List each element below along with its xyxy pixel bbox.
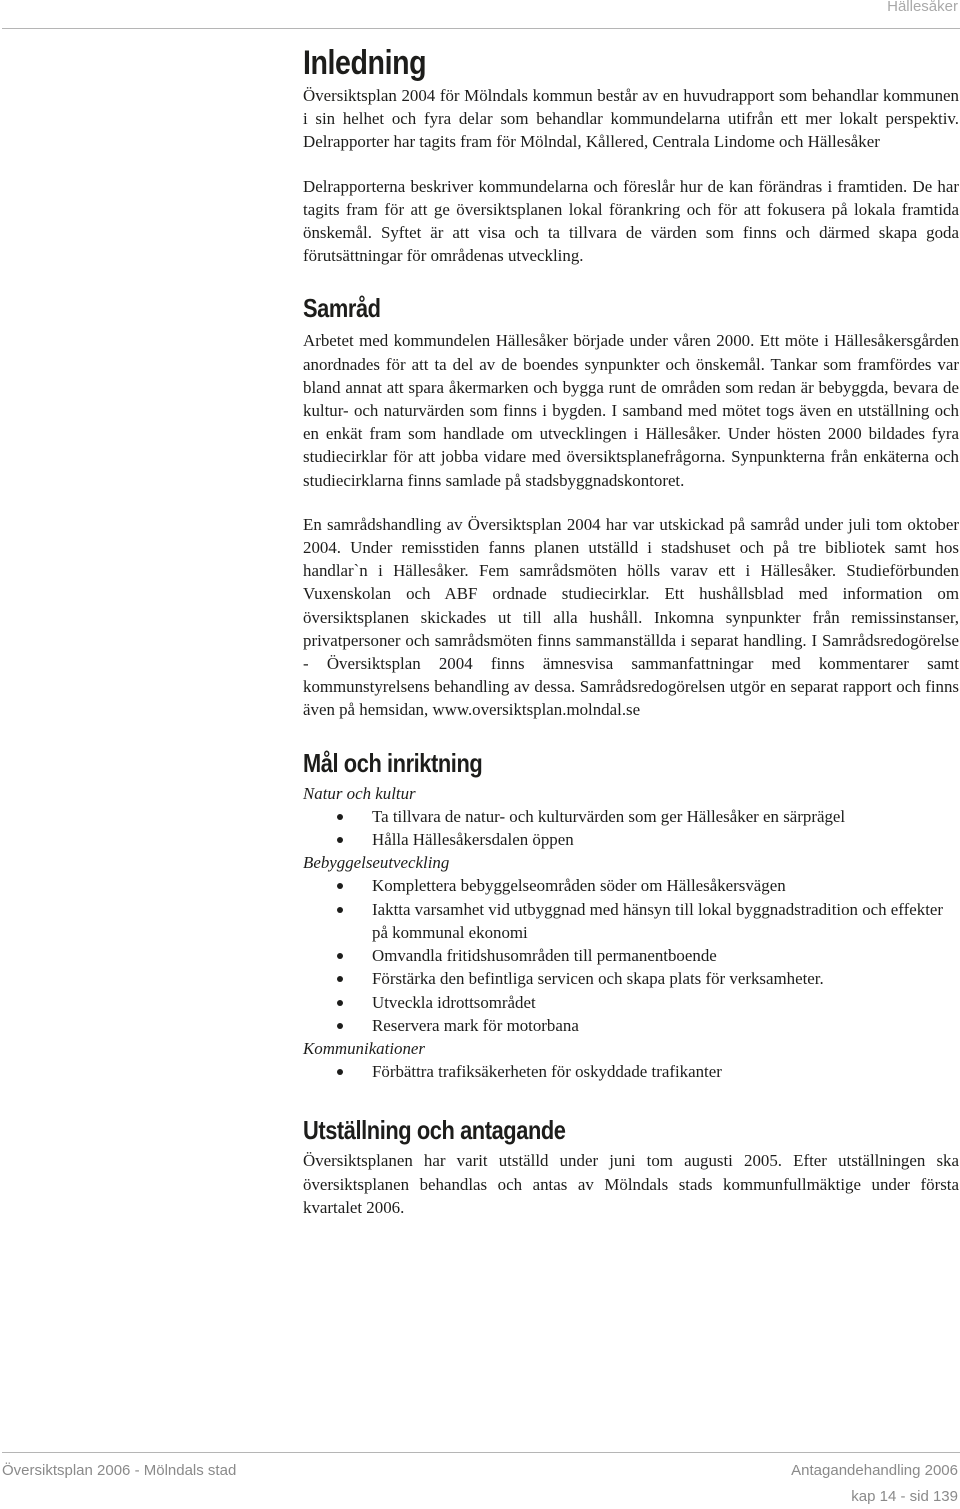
bullet-icon: [337, 837, 343, 843]
bullet-icon: [337, 976, 343, 982]
bullet-icon: [337, 1023, 343, 1029]
intro-paragraph-1: Översiktsplan 2004 för Mölndals kommun består av en huvudrapport som behandlar kommunen i sin helhet och fyra delar som behandlar kommundelarna utifrån ett mer lokalt perspektiv. Delrapporter har tagits fram för Mölndal, Kållered, Centrala Lindome och Hällesåker: [303, 86, 959, 152]
bullet-icon: [337, 1000, 343, 1006]
section-title-consultation: Samråd: [303, 293, 381, 324]
consultation-paragraph-1: Arbetet med kommundelen Hällesåker började under våren 2000. Ett möte i Hällesåkersgården anordnades för att ta del av de boendes synpunkter och önskemål. Tankar som framfördes var bland annat att spara åkermarken och bygga runt de områden som redan är bebyggda, bevara de kultur- och naturvärden som finns i bygden. I samband med mötet togs även en utställning och en enkät fram som handlade om utvecklingen i Hällesåker. Under hösten 2000 bildades fyra studiecirklar för att jobba vidare med översiktsplanefrågorna. Synpunkterna från enkäterna och studiecirklarna finns samlade på stadsbyggnadskontoret.: [303, 331, 959, 490]
footer-rule: [2, 1452, 960, 1453]
section-title-intro: Inledning: [303, 44, 427, 82]
goals-list: [303, 805, 959, 851]
list-item: Utveckla idrottsområdet: [303, 991, 959, 1014]
exhibition-paragraph: Översiktsplanen har varit utställd under juni tom augusti 2005. Efter utställningen ska översiktsplanen behandlas och antas av Mölndals stads kommunfullmäktige under första kvartalet 2006.: [303, 1151, 959, 1217]
list-item: Omvandla fritidshusområden till permanentboende: [303, 944, 959, 967]
list-item: Hålla Hällesåkersdalen öppen: [303, 828, 959, 851]
bullet-icon: [337, 953, 343, 959]
intro-paragraph-2: Delrapporterna beskriver kommundelarna och föreslår hur de kan förändras i framtiden. De har tagits fram för att ge översiktsplanen lokal förankring och för att fokusera på lokala framtida önskemål. Syftet är att visa och ta tillvara de värden som finns och därmed skapa goda förutsättningar för områdenas utveckling.: [303, 176, 959, 266]
page-content: [303, 42, 959, 1219]
footer-document-status: Antagandehandling 2006: [791, 1462, 958, 1479]
bullet-icon: [337, 883, 343, 889]
section-title-exhibition: Utställning och antagande: [303, 1115, 566, 1146]
goals-list: [303, 1060, 959, 1083]
goals-subheading: Kommunikationer: [303, 1038, 425, 1058]
consultation-paragraph-2: En samrådshandling av Översiktsplan 2004 har var utskickad på samråd under juli tom oktober 2004. Under remisstiden fanns planen utställd i stadshuset och på tre bibliotek samt hos handlar`n i Hällesåker. Fem samrådsmöten hölls varav ett i Hällesåker. Studieförbunden Vuxenskolan och ABF ordnade studiecirklar. Ett hushållsblad med information om översiktsplanen skickades ut till alla hushåll. Inkomna synpunkter från remissinstanser, privatpersoner och samrådsmöten finns sammanställda i separat handling. I Samrådsredogörelse - Översiktsplan 2004 finns ämnesvisa sammanfattningar med kommentarer samt kommunstyrelsens behandling av dessa. Samrådsredogörelsen utgör en separat rapport och finns även på hemsidan, www.oversiktsplan.molndal.se: [303, 514, 959, 720]
list-item: Komplettera bebyggelseområden söder om Hällesåkersvägen: [303, 874, 959, 897]
section-title-goals: Mål och inriktning: [303, 747, 483, 778]
bullet-icon: [337, 814, 343, 820]
header-rule: [2, 28, 960, 29]
goals-list: [303, 874, 959, 1036]
goals-subheading: Bebyggelseutveckling: [303, 853, 450, 873]
bullet-icon: [337, 907, 343, 913]
list-item: Förstärka den befintliga servicen och skapa plats för verksamheter.: [303, 967, 959, 990]
list-item: Ta tillvara de natur- och kulturvärden som ger Hällesåker en särprägel: [303, 805, 959, 828]
running-header: Hällesåker: [887, 0, 958, 15]
list-item: Reservera mark för motorbana: [303, 1014, 959, 1037]
goals-subheading: Natur och kultur: [303, 783, 416, 803]
footer-document-title: Översiktsplan 2006 - Mölndals stad: [2, 1462, 237, 1479]
page-number: kap 14 - sid 139: [851, 1488, 958, 1505]
list-item: Iaktta varsamhet vid utbyggnad med hänsyn till lokal byggnadstradition och effekter på kommunal ekonomi: [303, 898, 959, 944]
bullet-icon: [337, 1069, 343, 1075]
list-item: Förbättra trafiksäkerheten för oskyddade trafikanter: [303, 1060, 959, 1083]
